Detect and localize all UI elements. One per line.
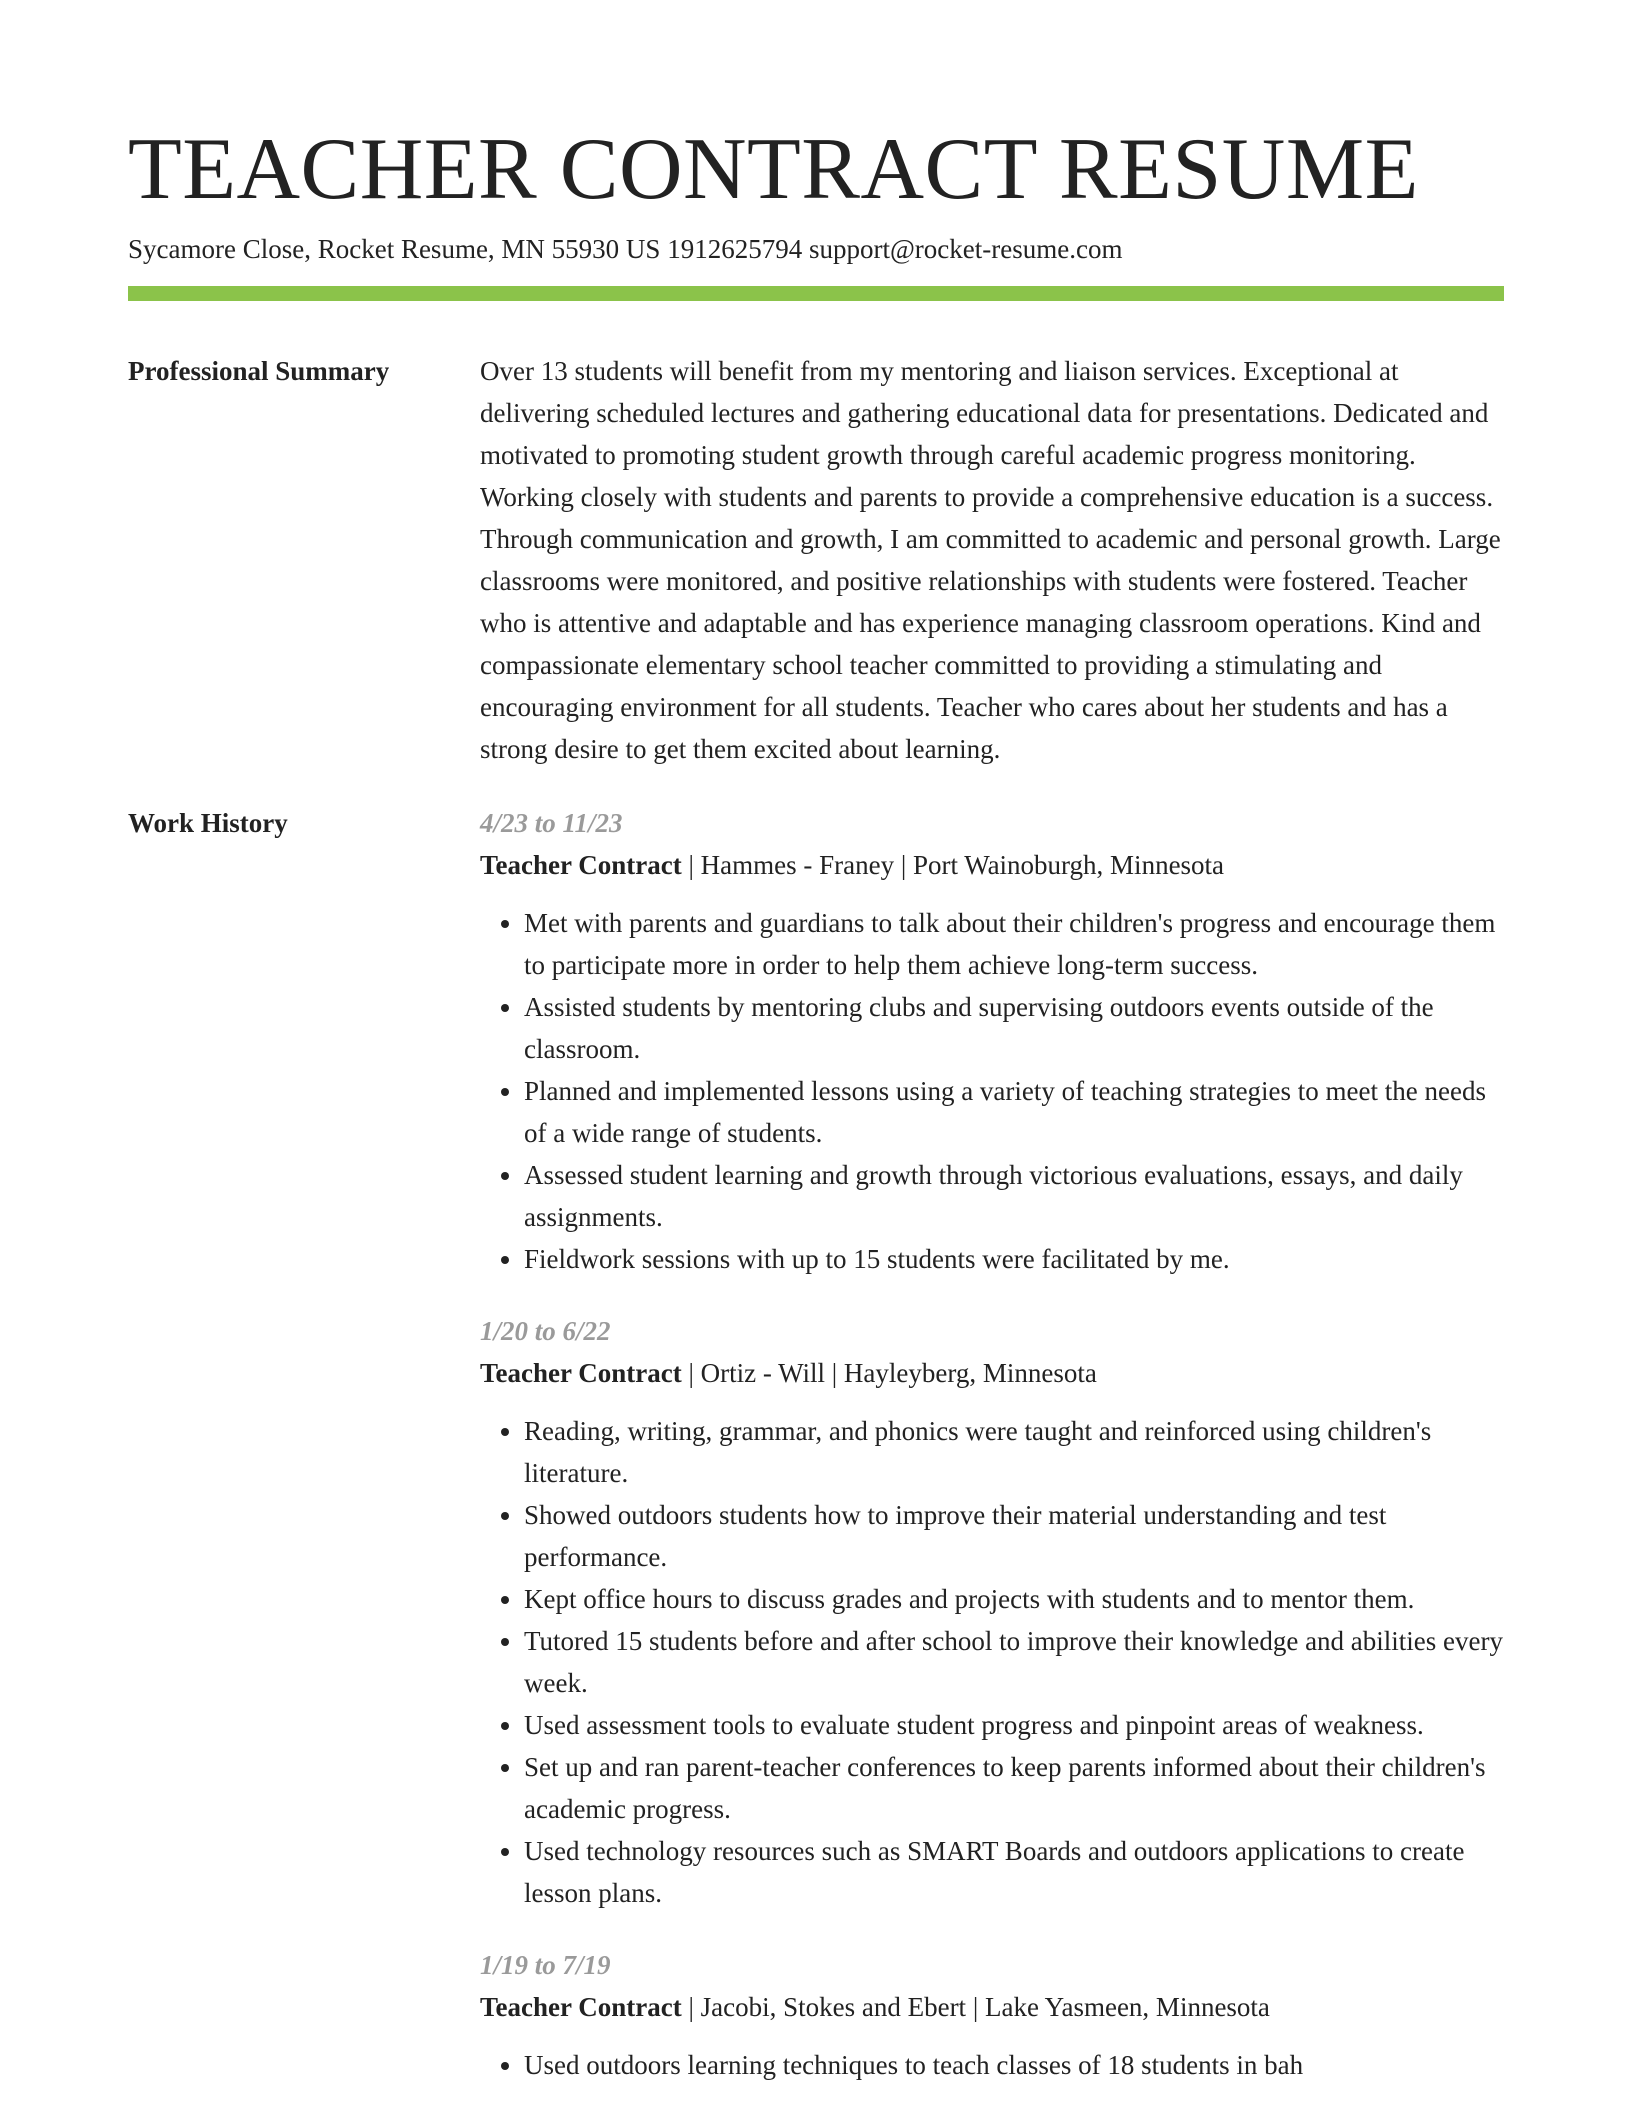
job-bullet: • Assisted students by mentoring clubs and supervising outdoors events outside of the classroom. [524,986,1504,1070]
job-bullet-list [480,1410,1504,1914]
job-heading [480,844,1504,886]
job-title: Teacher Contract [480,1992,682,2022]
job-bullet: • Assessed student learning and growth through victorious evaluations, essays, and daily assignments. [524,1154,1504,1238]
job-bullet: • Tutored 15 students before and after school to improve their knowledge and abilities every week. [524,1620,1504,1704]
resume-title: TEACHER CONTRACT RESUME [128,121,1419,218]
professional-summary-section [128,350,1504,770]
job-bullet: • Kept office hours to discuss grades and projects with students and to mentor them. [524,1578,1504,1620]
job-entry [480,1944,1504,2086]
job-bullet: • Set up and ran parent-teacher conferences to keep parents informed about their children's academic progress. [524,1746,1504,1830]
job-entry [480,1310,1504,1914]
job-bullet: • Showed outdoors students how to improve their material understanding and test performance. [524,1494,1504,1578]
summary-text: Over 13 students will benefit from my mentoring and liaison services. Exceptional at delivering scheduled lectures and gathering educational data for presentations. Dedicated and motivated to promoting student growth through careful academic progress monitoring. Working closely with students and parents to provide a comprehensive education is a success. Through communication and growth, I am committed to academic and personal growth. Large classrooms were monitored, and positive relationships with students were fostered. Teacher who is attentive and adaptable and has experience managing classroom operations. Kind and compassionate elementary school teacher committed to providing a stimulating and encouraging environment for all students. Teacher who cares about her students and has a strong desire to get them excited about learning. [480,356,1501,764]
job-bullet: • Reading, writing, grammar, and phonics were taught and reinforced using children's literature. [524,1410,1504,1494]
job-heading [480,1986,1504,2028]
job-title: Teacher Contract [480,1358,682,1388]
job-heading [480,1352,1504,1394]
resume-content [128,350,1504,2116]
summary-body [480,350,1504,770]
job-employer-location: | Jacobi, Stokes and Ebert | Lake Yasmeen, Minnesota [681,1992,1270,2022]
accent-divider [128,286,1504,301]
job-dates: 4/23 to 11/23 [480,808,623,838]
job-bullet-list [480,902,1504,1280]
job-employer-location: | Hammes - Franey | Port Wainoburgh, Minnesota [681,850,1225,880]
work-history-section [128,802,1504,2116]
work-history-body [480,802,1504,2116]
job-bullet: • Planned and implemented lessons using a variety of teaching strategies to meet the needs of a wide range of students. [524,1070,1504,1154]
contact-info: Sycamore Close, Rocket Resume, MN 55930 US 1912625794 support@rocket-resume.com [128,234,1123,264]
section-heading-work-history: Work History [128,808,288,838]
job-dates: 1/19 to 7/19 [480,1950,611,1980]
section-heading-summary: Professional Summary [128,356,390,386]
job-bullet: • Met with parents and guardians to talk about their children's progress and encourage them to participate more in order to help them achieve long-term success. [524,902,1504,986]
job-employer-location: | Ortiz - Will | Hayleyberg, Minnesota [681,1358,1097,1388]
section-spacer [128,770,1504,802]
job-bullet: • Used assessment tools to evaluate student progress and pinpoint areas of weakness. [524,1704,1504,1746]
job-title: Teacher Contract [480,850,682,880]
job-bullet-list [480,2044,1504,2086]
job-bullet: • Used technology resources such as SMART Boards and outdoors applications to create lesson plans. [524,1830,1504,1914]
job-dates: 1/20 to 6/22 [480,1316,611,1346]
job-bullet: • Fieldwork sessions with up to 15 students were facilitated by me. [524,1238,1504,1280]
job-entry [480,802,1504,1280]
job-bullet: • Used outdoors learning techniques to teach classes of 18 students in bah [524,2044,1504,2086]
